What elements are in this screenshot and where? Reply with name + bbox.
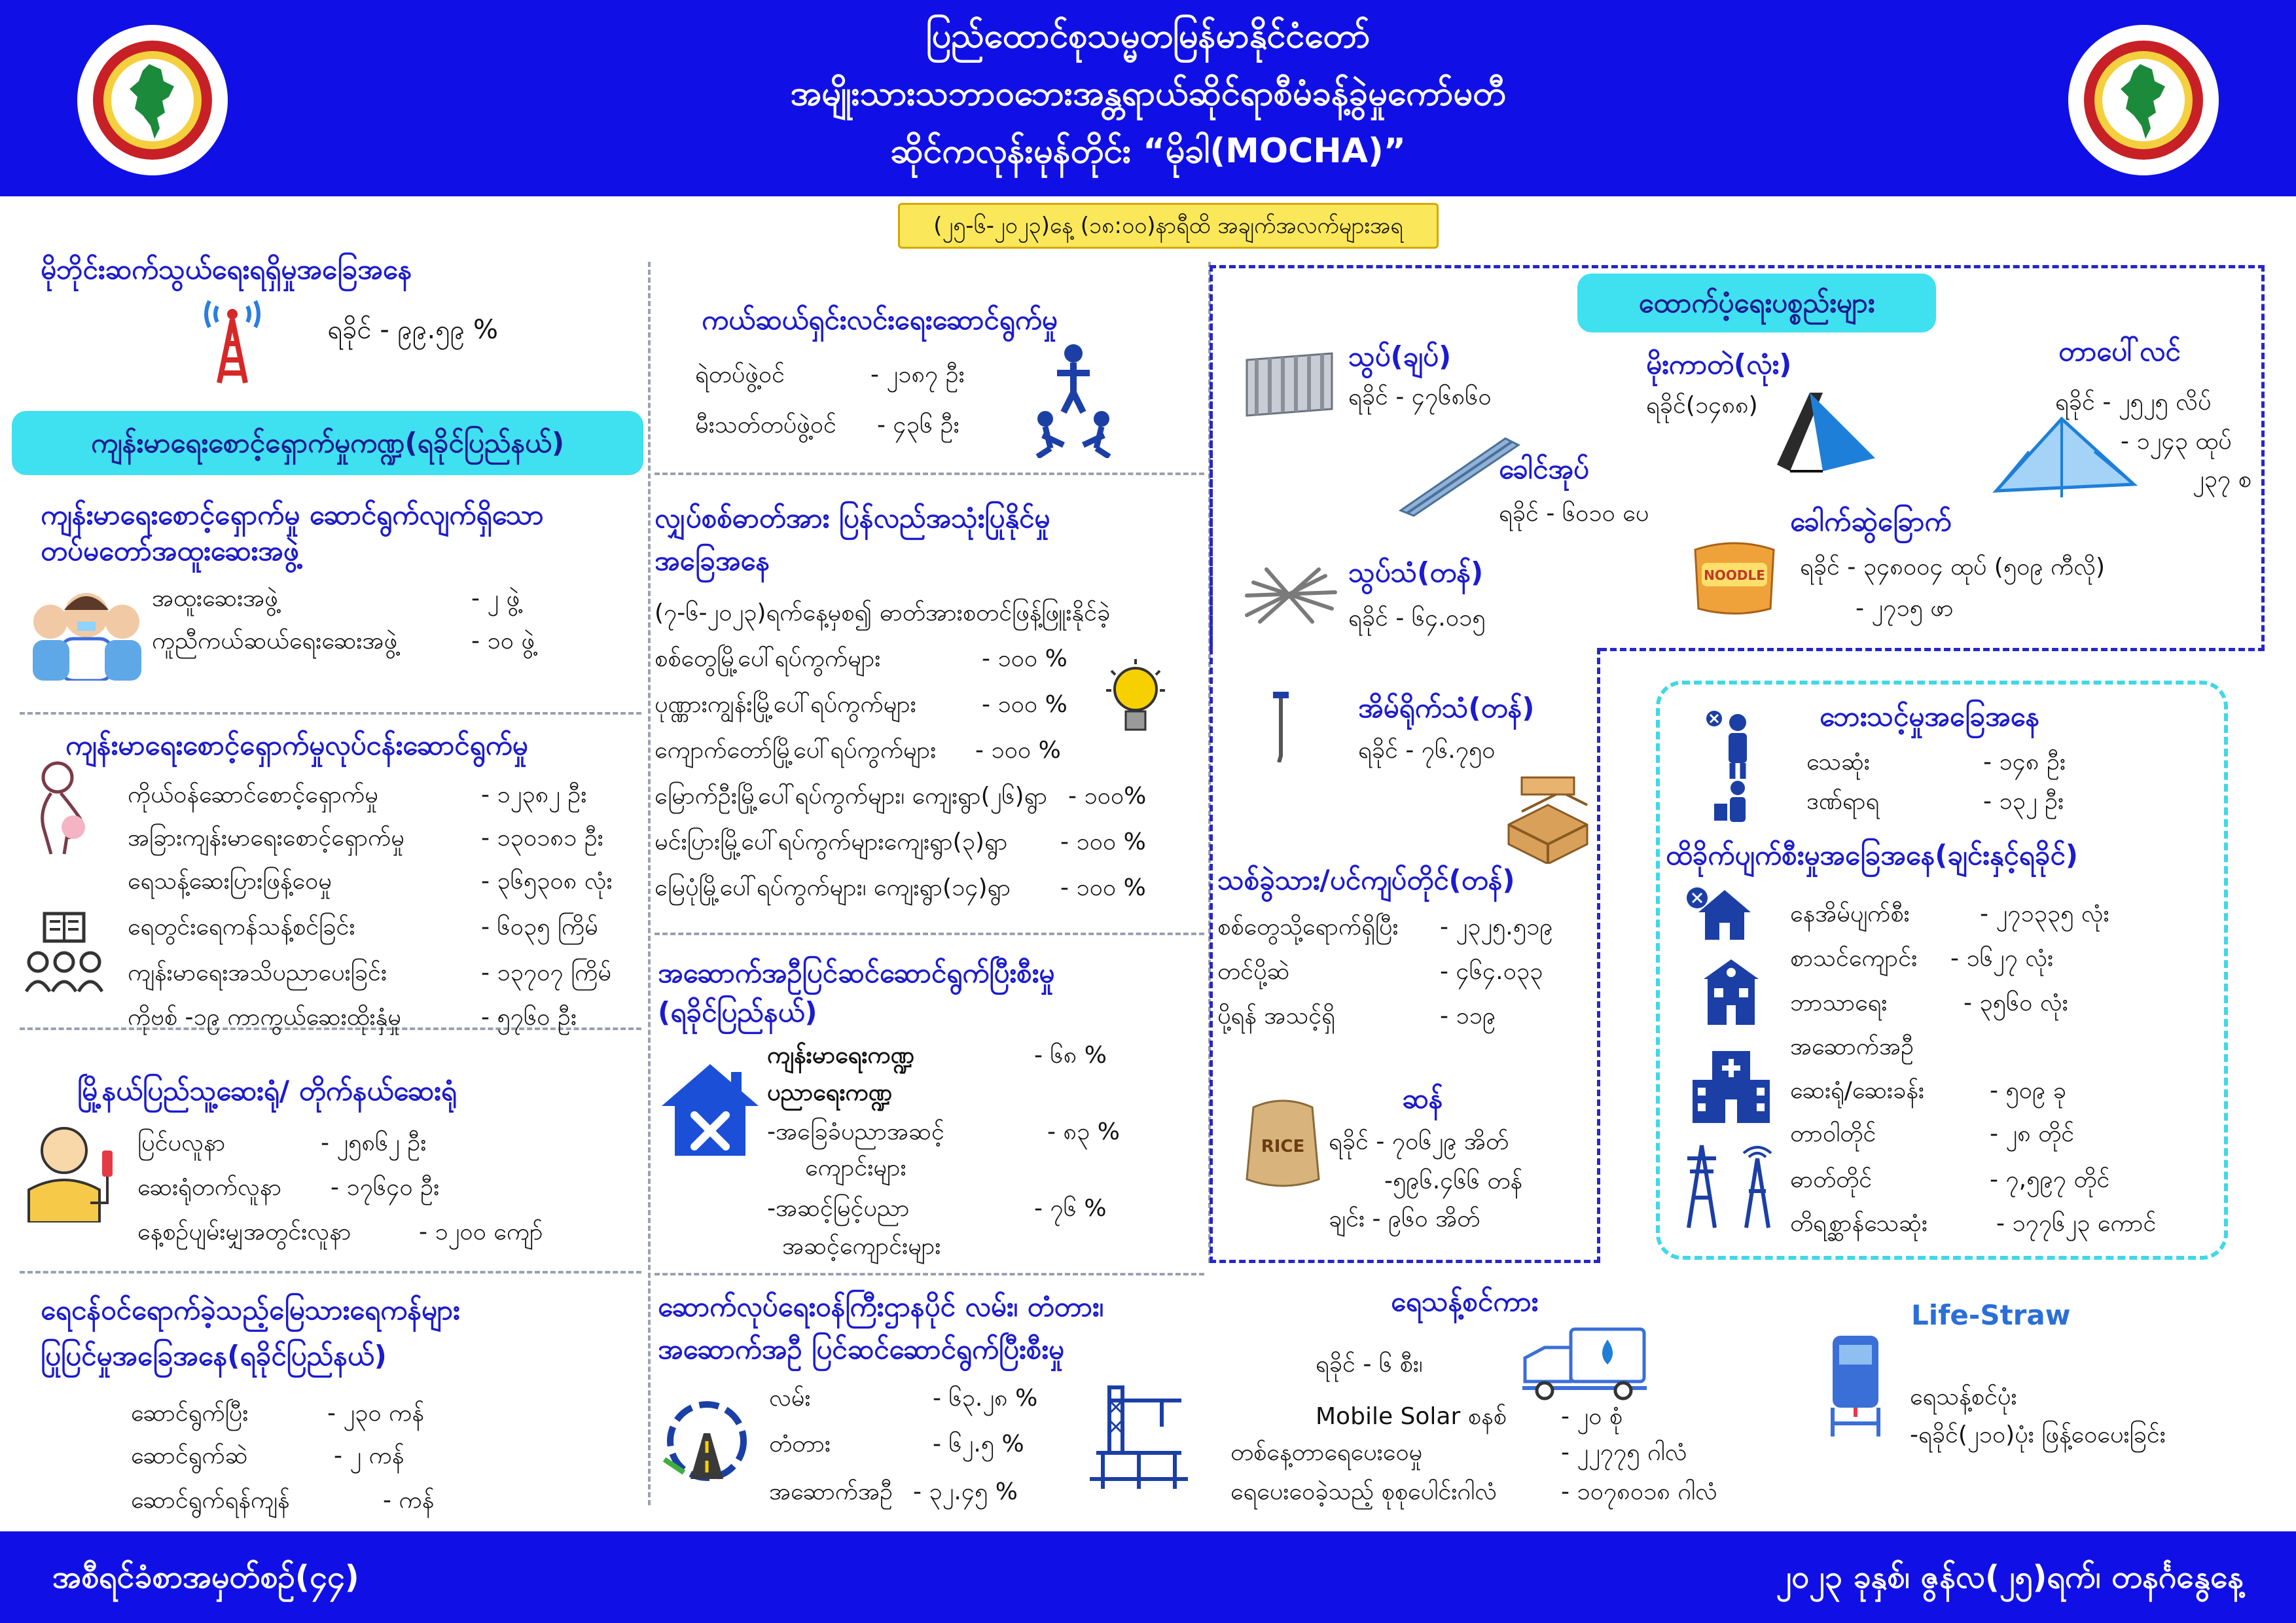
reservoir-remaining-label: ဆောင်ရွက်ရန်ကျန်: [131, 1487, 290, 1514]
supplies-banner: ထောက်ပံ့ရေးပစ္စည်းများ: [1577, 274, 1936, 332]
electricity-area-value: - ၁၀၀ %: [982, 691, 1067, 718]
water-truck-icon: [1518, 1325, 1649, 1404]
ridge-value: ရခိုင် - ၆၀၁၀ ပေ: [1499, 500, 1649, 527]
daily-patient-label: နေ့စဉ်ပျမ်းမျှအတွင်းလူနာ: [137, 1219, 351, 1245]
activity-value: - ၁၃၇၀၇ ကြိမ်: [481, 959, 611, 986]
building-value: - ၃၂.၄၅ %: [913, 1478, 1018, 1505]
roof-nail-value: ရခိုင် - ၇၆.၇၅၀: [1358, 737, 1496, 764]
reservoir-done-value: - ၂၃၀ ကန်: [327, 1400, 424, 1427]
reservoir-ongoing-value: - ၂ ကန်: [334, 1442, 404, 1469]
police-label: ရဲတပ်ဖွဲ့ဝင်: [695, 361, 785, 388]
reservoir-done-label: ဆောင်ရွက်ပြီး: [131, 1400, 249, 1427]
lifestraw-line-2: -ရခိုင်(၂၁၀)ပုံး ဖြန့်ဝေပေးခြင်း: [1910, 1421, 2166, 1448]
noodle-value-1: ရခိုင် - ၃၄၈၀၀၄ ထုပ် (၅၀၉ ကီလို): [1800, 554, 2106, 580]
lifestraw-line-1: ရေသန့်စင်ပုံး: [1910, 1383, 2017, 1410]
rice-value-3: ချင်း - ၉၆၀ အိတ်: [1329, 1205, 1480, 1232]
activity-label: ရေသန့်ဆေးပြားဖြန့်ဝေမှု: [128, 868, 332, 895]
timber-value: - ၄၆၄.၀၃၃: [1440, 958, 1543, 985]
school-icon: [1698, 955, 1764, 1027]
myanmar-map-icon: [2114, 63, 2173, 140]
bridge-value: - ၆၂.၅ %: [933, 1431, 1024, 1457]
health-sector-banner: ကျန်းမာရေးစောင့်ရှောက်မှုကဏ္ဍ(ရခိုင်ပြည်နယ်): [12, 411, 643, 475]
supplies-frame-bottom: [1210, 1260, 1600, 1263]
water-filter-icon: [1820, 1332, 1892, 1443]
activity-label: ကိုဗစ် -၁၉ ကာကွယ်ဆေးထိုးနှံမှု: [128, 1004, 401, 1031]
damage-value: - ၇,၅၉၇ တိုင်: [1990, 1166, 2110, 1193]
header-banner: [0, 0, 2296, 196]
death-value: - ၁၄၈ ဦး: [1983, 749, 2066, 776]
timber-title: သစ်ခွဲသား/ပင်ကျပ်တိုင်(တန်): [1217, 864, 1515, 896]
damage-label: တိရစ္ဆာန်သေဆုံး: [1790, 1210, 1928, 1237]
zinc-value: ရခိုင် - ၄၇၆၈၆၀: [1348, 383, 1492, 410]
road-label: လမ်း: [769, 1385, 811, 1412]
activity-value: - ၁၂၃၈၂ ဦး: [481, 781, 587, 808]
noodle-title: ခေါက်ဆွဲခြောက်: [1790, 505, 1952, 537]
activity-value: - ၃၆၅၃၀၈ လုံး: [481, 868, 613, 895]
tarp-title: တာပေါ်လင်: [2058, 335, 2181, 367]
electricity-area-value: - ၁၀၀ %: [982, 645, 1067, 672]
zinc-title: သွပ်(ချပ်): [1348, 340, 1452, 372]
medical-team-icon: [27, 582, 145, 681]
damage-label: နေအိမ်ပျက်စီး: [1790, 901, 1910, 927]
health-teams-title-2: တပ်မတော်အထူးဆေးအဖွဲ့: [41, 535, 299, 567]
supplies-frame-right: [2261, 265, 2265, 651]
title-line-2: အမျိုးသားသဘာဝဘေးအန္တရာယ်ဆိုင်ရာစီမံခန့်ခွဲမှုကော်မတီ: [790, 74, 1506, 113]
daily-water-label: တစ်နေ့တာရေပေးဝေမှု: [1230, 1439, 1423, 1466]
mobile-coverage-value: ရခိုင် - ၉၉.၅၉ %: [327, 315, 498, 345]
health-sector-value: - ၆၈ %: [1034, 1042, 1107, 1069]
reservoir-title-1: ရေငန်ဝင်ရောက်ခဲ့သည့်မြေသားရေကန်များ: [41, 1294, 460, 1326]
damage-label: စာသင်ကျောင်း: [1790, 945, 1918, 972]
solar-label: Mobile Solar စနစ်: [1316, 1403, 1507, 1430]
electricity-area-value: - ၁၀၀ %: [1060, 874, 1146, 901]
rescue-team-label: ကူညီကယ်ဆယ်ရေးဆေးအဖွဲ့: [152, 628, 398, 654]
damage-value: - ၅၀၉ ခု: [1990, 1077, 2066, 1104]
tarp-value-2: - ၁၂၄၃ ထုပ်: [2121, 428, 2232, 455]
electricity-title-2: အခြေအနေ: [655, 544, 770, 577]
rice-value-1: ရခိုင် - ၇၀၆၂၉ အိတ်: [1329, 1128, 1509, 1155]
damage-label: ဘာသာရေး: [1790, 990, 1888, 1016]
column-divider-1: [648, 262, 651, 1505]
hospital-title: မြို့နယ်ပြည်သူ့ဆေးရုံ/ တိုက်နယ်ဆေးရုံ: [77, 1075, 457, 1107]
timber-value: - ၂၃၂၅.၅၁၉: [1440, 914, 1553, 940]
nail-value: ရခိုင် - ၆၄.၀၁၅: [1348, 605, 1486, 632]
buildings-title-2: (ရခိုင်ပြည်နယ်): [658, 996, 817, 1028]
cell-tower-icon: [196, 288, 268, 386]
roof-nail-title: အိမ်ရိုက်သံ(တန်): [1358, 692, 1535, 724]
tarp-value-3: ၂၃၇ စ: [2193, 466, 2251, 493]
timber-icon: [1502, 772, 1594, 864]
mobile-coverage-title: မိုဘိုင်းဆက်သွယ်ရေးရရှိမှုအခြေအနေ: [41, 253, 412, 285]
damage-label: ဓာတ်တိုင်: [1790, 1166, 1873, 1193]
damage-label: အဆောက်အဦ: [1790, 1033, 1914, 1060]
injured-value: - ၁၃၂ ဦး: [1983, 788, 2064, 815]
construction-title-2: အဆောက်အဦ ပြင်ဆင်ဆောင်ရွက်ပြီးစီးမှု: [658, 1333, 1064, 1365]
solar-value: - ၂၀ စုံ: [1561, 1403, 1623, 1430]
bridge-crane-icon: [1083, 1381, 1194, 1492]
death-label: သေဆုံး: [1806, 749, 1870, 776]
electricity-area-label: မြေပုံမြို့ပေါ်ရပ်ကွက်များ၊ ကျေးရွာ(၁၄)ရွာ: [655, 874, 1011, 901]
rescue-workers-icon: [1031, 340, 1116, 458]
daily-patient-value: - ၁၂၀၀ ကျော်: [419, 1219, 543, 1245]
tarp-tent-icon: [1990, 412, 2140, 504]
activity-label: ကိုယ်ဝန်ဆောင်စောင့်ရှောက်မှု: [128, 781, 378, 808]
row-divider: [20, 712, 641, 715]
footer-bar: [0, 1531, 2296, 1623]
power-tower-icon: [1676, 1139, 1787, 1230]
special-team-value: - ၂ ဖွဲ့: [471, 585, 520, 612]
total-water-label: ရေပေးဝေခဲ့သည့် စုစုပေါင်းဂါလံ: [1230, 1478, 1497, 1505]
title-line-1: ပြည်ထောင်စုသမ္မတမြန်မာနိုင်ငံတော်: [925, 16, 1371, 56]
committee-logo-right: [2068, 25, 2219, 175]
myanmar-map-icon: [123, 63, 182, 140]
light-bulb-icon: [1106, 658, 1165, 743]
electricity-area-value: - ၁၀၀%: [1068, 783, 1147, 810]
damage-label: ဆေးရုံ/ဆေးခန်း: [1790, 1077, 1924, 1104]
activity-label: ရေတွင်းရေကန်သန့်စင်ခြင်း: [128, 914, 355, 940]
electricity-area-label: စစ်တွေမြို့ပေါ်ရပ်ကွက်များ: [655, 645, 881, 672]
rice-sack-label: RICE: [1261, 1137, 1305, 1156]
rice-value-2: -၅၉၆.၄၆၆ တန်: [1384, 1168, 1523, 1194]
rescue-title: ကယ်ဆယ်ရှင်းလင်းရေးဆောင်ရွက်မှု: [702, 304, 1058, 336]
water-car-count: ရခိုင် - ၆ စီး၊: [1316, 1351, 1423, 1378]
noodle-pack-label: NOODLE: [1704, 567, 1765, 583]
casualty-person-icon: [1705, 705, 1764, 823]
electricity-area-label: မြောက်ဦးမြို့ပေါ်ရပ်ကွက်များ၊ ကျေးရွာ(၂၆)ရွာ: [655, 783, 1048, 810]
health-teams-title-1: ကျန်းမာရေးစောင့်ရှောက်မှု ဆောင်ရွက်လျက်ရှိသော: [41, 499, 544, 531]
casualties-title: ဘေးသင့်မှုအခြေအနေ: [1820, 700, 2040, 732]
tent-icon: [1770, 386, 1882, 478]
damage-value: - ၃၅၆၀ လုံး: [1964, 990, 2068, 1016]
noodle-pack-icon: [1689, 537, 1780, 615]
damage-value: - ၁၆၂၇ လုံး: [1950, 945, 2054, 972]
education-group-icon: [25, 910, 103, 995]
basic-education-sub: ကျောင်းများ: [805, 1154, 906, 1181]
reservoir-ongoing-label: ဆောင်ရွက်ဆဲ: [131, 1442, 248, 1469]
special-team-label: အထူးဆေးအဖွဲ့: [152, 585, 278, 612]
rice-sack-icon: [1240, 1094, 1325, 1192]
electricity-area-value: - ၁၀၀ %: [975, 737, 1061, 764]
reservoir-remaining-value: - ကန်: [383, 1487, 435, 1514]
inpatient-value: - ၁၇၆၄၀ ဦး: [331, 1174, 440, 1201]
damage-value: - ၁၇၇၆၂၃ ကောင်: [1996, 1210, 2157, 1237]
supplies-frame-inner: [1597, 648, 1600, 1263]
damaged-house-icon: [1685, 883, 1757, 942]
activity-value: - ၁၃၀၁၈၁ ဦး: [481, 825, 603, 851]
tarp-value-1: ရခိုင် - ၂၅၂၅ လိပ်: [2055, 389, 2212, 416]
construction-title-1: ဆောက်လုပ်ရေးဝန်ကြီးဌာနပိုင် လမ်း၊ တံတား၊: [658, 1291, 1104, 1323]
timber-label: ပို့ရန် အသင့်ရှိ: [1217, 1003, 1335, 1029]
injured-label: ဒဏ်ရာရ: [1806, 788, 1880, 815]
building-label: အဆောက်အဦ: [769, 1478, 893, 1505]
report-number: အစီရင်ခံစာအမှတ်စဉ်(၄၄): [52, 1559, 359, 1596]
row-divider: [20, 1271, 641, 1274]
electricity-area-label: ကျောက်တော်မြို့ပေါ်ရပ်ကွက်များ: [655, 737, 937, 764]
higher-education-value: - ၇၆ %: [1034, 1195, 1107, 1222]
outpatient-label: ပြင်ပလူနာ: [137, 1130, 226, 1156]
row-divider: [655, 473, 1204, 475]
timber-label: တင်ပို့ဆဲ: [1217, 958, 1290, 985]
title-line-3: ဆိုင်ကလုန်းမုန်တိုင်း “မိုခါ(MOCHA)”: [890, 132, 1406, 171]
electricity-intro: (၇-၆-၂၀၂၃)ရက်နေ့မှစ၍ ဓာတ်အားစတင်ဖြန့်ဖြူးနိုင်ခဲ့: [655, 599, 1111, 626]
rice-title: ဆန်: [1402, 1082, 1443, 1115]
road-construction-icon: [658, 1394, 756, 1492]
education-sector-label: ပညာရေးကဏ္ဍ: [767, 1079, 893, 1106]
hospital-building-icon: [1689, 1047, 1774, 1126]
water-car-title: ရေသန့်စင်ကား: [1391, 1285, 1539, 1317]
rescue-team-value: - ၁၀ ဖွဲ့: [471, 628, 535, 654]
damage-value: - ၂၇၁၃၃၅ လုံး: [1980, 901, 2109, 927]
row-divider: [655, 933, 1204, 935]
patient-icon: [25, 1124, 117, 1222]
zinc-sheet-icon: [1240, 347, 1338, 419]
pregnant-woman-icon: [25, 759, 97, 857]
reservoir-title-2: ပြုပြင်မှုအခြေအနေ(ရခိုင်ပြည်နယ်): [41, 1340, 387, 1372]
noodle-value-2: - ၂၇၁၅ ဖာ: [1856, 595, 1954, 622]
timber-value: - ၁၁၉: [1440, 1003, 1496, 1029]
daily-water-value: - ၂၂၇၇၅ ဂါလံ: [1561, 1439, 1687, 1466]
basic-education-value: - ၈၃ %: [1047, 1118, 1120, 1145]
damage-title: ထိခိုက်ပျက်စီးမှုအခြေအနေ(ချင်းနှင့်ရခိုင်): [1666, 839, 2078, 871]
electricity-area-label: မင်းပြားမြို့ပေါ်ရပ်ကွက်များကျေးရွာ(၃)ရွာ: [655, 829, 1008, 855]
higher-education-label: -အဆင့်မြင့်ပညာ: [767, 1195, 910, 1222]
bridge-label: တံတား: [769, 1431, 831, 1457]
nails-icon: [1240, 556, 1338, 628]
supplies-frame-left: [1210, 265, 1213, 1263]
damage-label: တာဝါတိုင်: [1790, 1120, 1876, 1147]
firefighter-label: မီးသတ်တပ်ဖွဲ့ဝင်: [695, 412, 836, 438]
buildings-title-1: အဆောက်အဦပြင်ဆင်ဆောင်ရွက်ပြီးစီးမှု: [658, 957, 1055, 989]
timber-label: စစ်တွေသို့ရောက်ရှိပြီး: [1217, 914, 1399, 940]
damage-value: - ၂၈ တိုင်: [1990, 1120, 2075, 1147]
basic-education-label: -အခြေခံပညာအဆင့်: [767, 1118, 944, 1145]
outpatient-value: - ၂၅၈၆၂ ဦး: [321, 1130, 427, 1156]
activity-value: - ၅၇၆၀ ဦး: [481, 1004, 577, 1031]
higher-education-sub: အဆင့်ကျောင်းများ: [782, 1233, 941, 1260]
electricity-area-label: ပုဏ္ဏားကျွန်းမြို့ပေါ်ရပ်ကွက်များ: [655, 691, 916, 718]
firefighter-value: - ၄၃၆ ဦး: [877, 412, 960, 438]
activity-label: ကျန်းမာရေးအသိပညာပေးခြင်း: [128, 959, 387, 986]
electricity-area-value: - ၁၀၀ %: [1060, 829, 1146, 855]
house-repair-icon: [658, 1060, 762, 1158]
total-water-value: - ၁၀၇၈၀၁၈ ဂါလံ: [1561, 1478, 1717, 1505]
roof-nail-icon: [1271, 690, 1291, 762]
row-divider: [655, 1273, 1204, 1275]
report-date: ၂၀၂၃ ခုနှစ်၊ ဇွန်လ(၂၅)ရက်၊ တနင်္ဂနွေနေ့: [1776, 1559, 2244, 1596]
electricity-title-1: လျှပ်စစ်ဓာတ်အား ပြန်လည်အသုံးပြုနိုင်မှု: [655, 502, 1050, 534]
tent-value: ရခိုင်(၁၄၈၈): [1646, 392, 1758, 419]
activity-label: အခြားကျန်းမာရေးစောင့်ရှောက်မှု: [128, 825, 404, 851]
lifestraw-title: Life-Straw: [1911, 1299, 2071, 1331]
data-date-note: (၂၅-၆-၂၀၂၃)နေ့ (၁၈:၀၀)နာရီထိ အချက်အလက်များအရ: [898, 203, 1439, 249]
tent-title: မိုးကာတဲ(လုံး): [1646, 348, 1792, 380]
ridge-title: ခေါင်အုပ်: [1499, 453, 1589, 485]
road-value: - ၆၃.၂၈ %: [933, 1385, 1038, 1412]
committee-logo-left: [77, 25, 228, 175]
nail-title: သွပ်သံ(တန်): [1348, 556, 1484, 588]
health-activities-title: ကျန်းမာရေးစောင့်ရှောက်မှုလုပ်ငန်းဆောင်ရွက်မှု: [65, 729, 528, 761]
police-value: - ၂၁၈၇ ဦး: [870, 361, 965, 388]
activity-value: - ၆၀၃၅ ကြိမ်: [481, 914, 598, 940]
inpatient-label: ဆေးရုံတက်လူနာ: [137, 1174, 282, 1201]
supplies-frame-mid: [1600, 648, 2265, 651]
health-sector-label: ကျန်းမာရေးကဏ္ဍ: [767, 1042, 914, 1069]
